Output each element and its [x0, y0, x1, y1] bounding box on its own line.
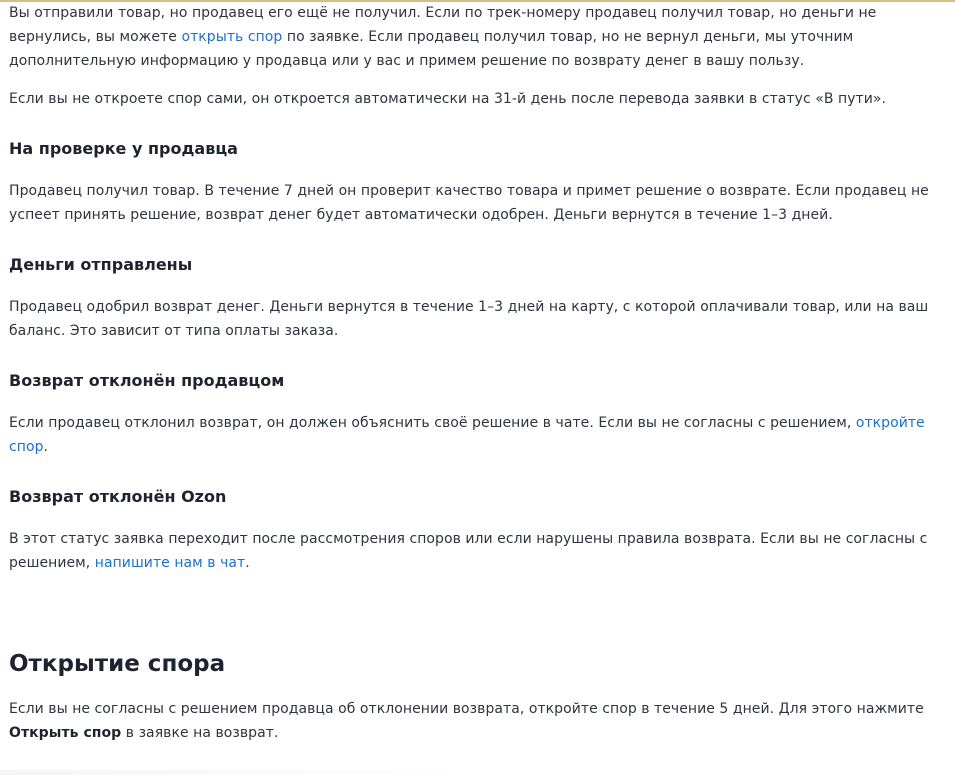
paragraph-text: . — [43, 439, 49, 455]
money-sent-paragraph: Продавец одобрил возврат денег. Деньги вернутся в течение 1–3 дней на карту, с которой оплачивали товар, или на ваш баланс. Это зависит от типа оплаты заказа. — [9, 299, 929, 339]
dispute-section-heading: Открытие спора — [9, 651, 226, 677]
section-heading-money-sent: Деньги отправлены — [9, 255, 193, 274]
paragraph-text: по заявке. Если продавец получил товар, но не вернул деньги, мы уточним дополнительную информацию у продавца или у вас и примем решение по возврату денег в вашу пользу. — [9, 29, 854, 69]
auto-dispute-paragraph: Если вы не откроете спор сами, он откроется автоматически на 31-й день после перевода заявки в статус «В пути». — [9, 91, 886, 107]
section-heading-seller-check: На проверке у продавца — [9, 139, 238, 158]
dispute-paragraph — [9, 697, 954, 745]
in-transit-paragraph — [9, 0, 954, 73]
paragraph-text: . — [245, 555, 250, 571]
write-to-chat-link[interactable]: напишите нам в чат — [94, 555, 246, 571]
article-content — [9, 0, 954, 745]
rejected-seller-paragraph — [9, 411, 954, 459]
seller-check-paragraph: Продавец получил товар. В течение 7 дней он проверит качество товара и примет решение о возврате. Если продавец не успеет принять решение, возврат денег будет автоматически одобрен. Деньги вернутся в течение 1–3 дней. — [9, 183, 929, 223]
open-dispute-button-name: Открыть спор — [9, 725, 122, 741]
paragraph-text: Вы отправили товар, но продавец его ещё не получил. Если по трек-номеру продавец получил товар, но деньги не вернулись, вы можете — [9, 5, 877, 45]
bottom-fade — [0, 770, 470, 775]
section-heading-rejected-ozon: Возврат отклонён Ozon — [9, 487, 227, 506]
open-dispute-link[interactable]: открыть спор — [181, 29, 283, 45]
open-dispute-link-2[interactable]: откройте спор — [9, 415, 925, 455]
paragraph-text: Если продавец отклонил возврат, он должен объяснить своё решение в чате. Если вы не согласны с решением, — [9, 415, 856, 431]
rejected-ozon-paragraph — [9, 527, 954, 575]
paragraph-text: Если вы не согласны с решением продавца об отклонении возврата, откройте спор в течение 5 дней. Для этого нажмите — [9, 701, 924, 717]
paragraph-text: В этот статус заявка переходит после рассмотрения споров или если нарушены правила возврата. Если вы не согласны с решением, — [9, 531, 928, 571]
section-heading-rejected-seller: Возврат отклонён продавцом — [9, 371, 285, 390]
paragraph-text: в заявке на возврат. — [121, 725, 279, 741]
